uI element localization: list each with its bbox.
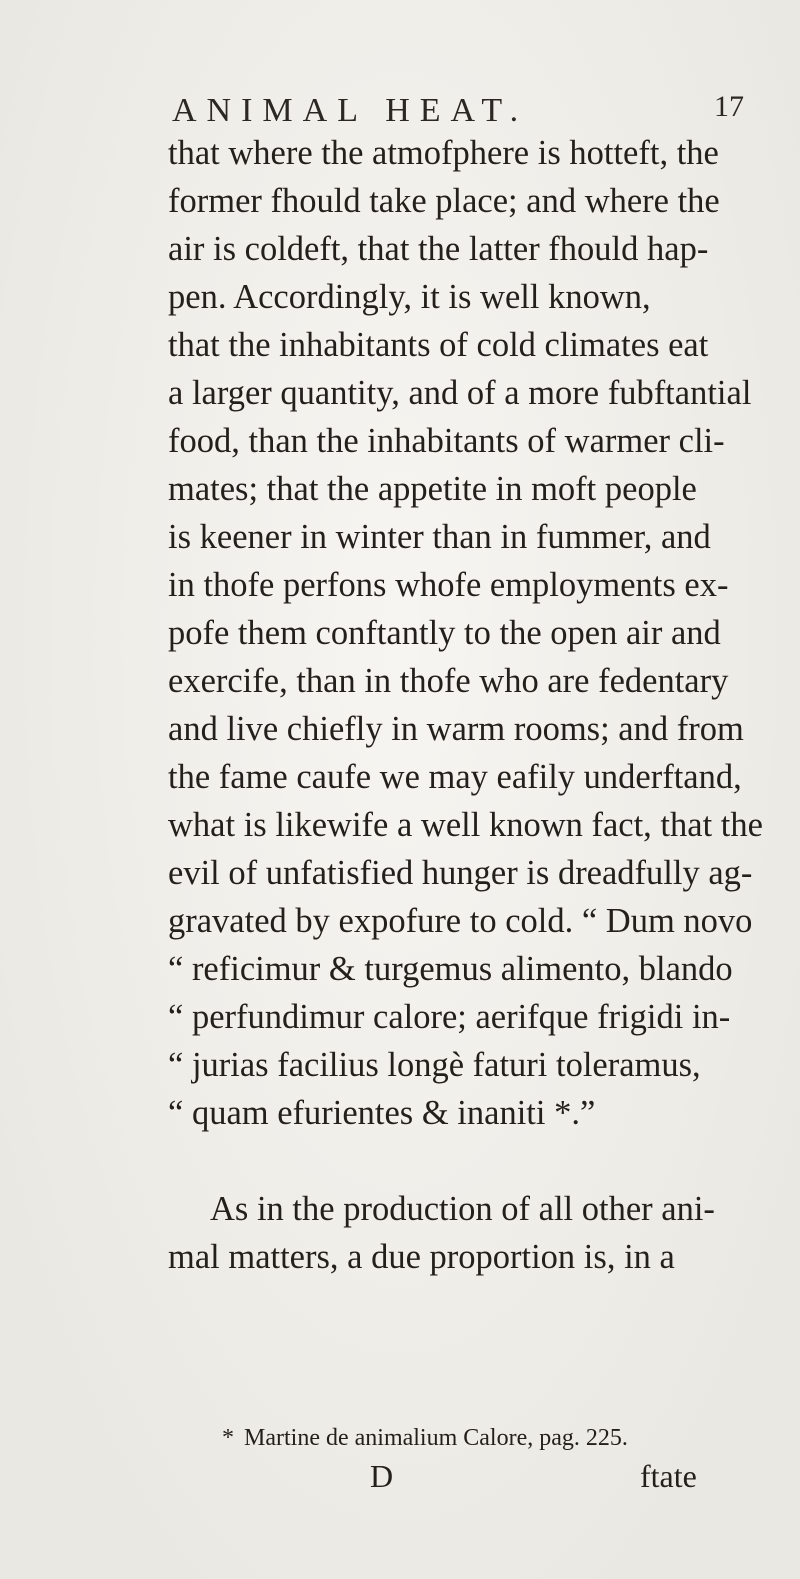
text-line: that where the atmofphere is hotteft, the bbox=[168, 134, 719, 172]
text-line: a larger quantity, and of a more fubftantial bbox=[168, 374, 752, 412]
text-line: “ jurias facilius longè faturi toleramus, bbox=[168, 1046, 701, 1084]
text-line: the fame caufe we may eafily underftand, bbox=[168, 758, 742, 796]
text-line: “ quam efurientes & inaniti *.” bbox=[168, 1094, 596, 1132]
text-line: what is likewife a well known fact, that the bbox=[168, 806, 763, 844]
text-line: mal matters, a due proportion is, in a bbox=[168, 1238, 675, 1276]
text-line: “ perfundimur calore; aerifque frigidi in- bbox=[168, 998, 731, 1036]
text-line: that the inhabitants of cold climates eat bbox=[168, 326, 709, 364]
text-line: evil of unfatisfied hunger is dreadfully ag- bbox=[168, 854, 753, 892]
footnote bbox=[0, 1418, 800, 1458]
text-line: former fhould take place; and where the bbox=[168, 182, 720, 220]
text-line: exercife, than in thofe who are fedentary bbox=[168, 662, 729, 700]
text-line: mates; that the appetite in moft people bbox=[168, 470, 697, 508]
catchword: ftate bbox=[640, 1458, 697, 1494]
text-line: food, than the inhabitants of warmer cli- bbox=[168, 422, 725, 460]
text-line: in thofe perfons whofe employments ex- bbox=[168, 566, 729, 604]
text-line: and live chiefly in warm rooms; and from bbox=[168, 710, 744, 748]
text-line: pofe them conftantly to the open air and bbox=[168, 614, 721, 652]
text-line: is keener in winter than in fummer, and bbox=[168, 518, 711, 556]
running-head: ANIMAL HEAT. bbox=[172, 92, 529, 129]
page-number: 17 bbox=[714, 90, 744, 123]
text-line: pen. Accordingly, it is well known, bbox=[168, 278, 651, 316]
paragraph-first-line: As in the production of all other ani- bbox=[210, 1190, 715, 1228]
footnote-mark: * bbox=[222, 1425, 234, 1451]
text-line: gravated by expofure to cold. “ Dum novo bbox=[168, 902, 753, 940]
footnote-text: Martine de animalium Calore, pag. 225. bbox=[244, 1425, 628, 1451]
text-line: air is coldeft, that the latter fhould hap- bbox=[168, 230, 709, 268]
text-line: “ reficimur & turgemus alimento, blando bbox=[168, 950, 733, 988]
signature-mark: D bbox=[370, 1458, 394, 1494]
